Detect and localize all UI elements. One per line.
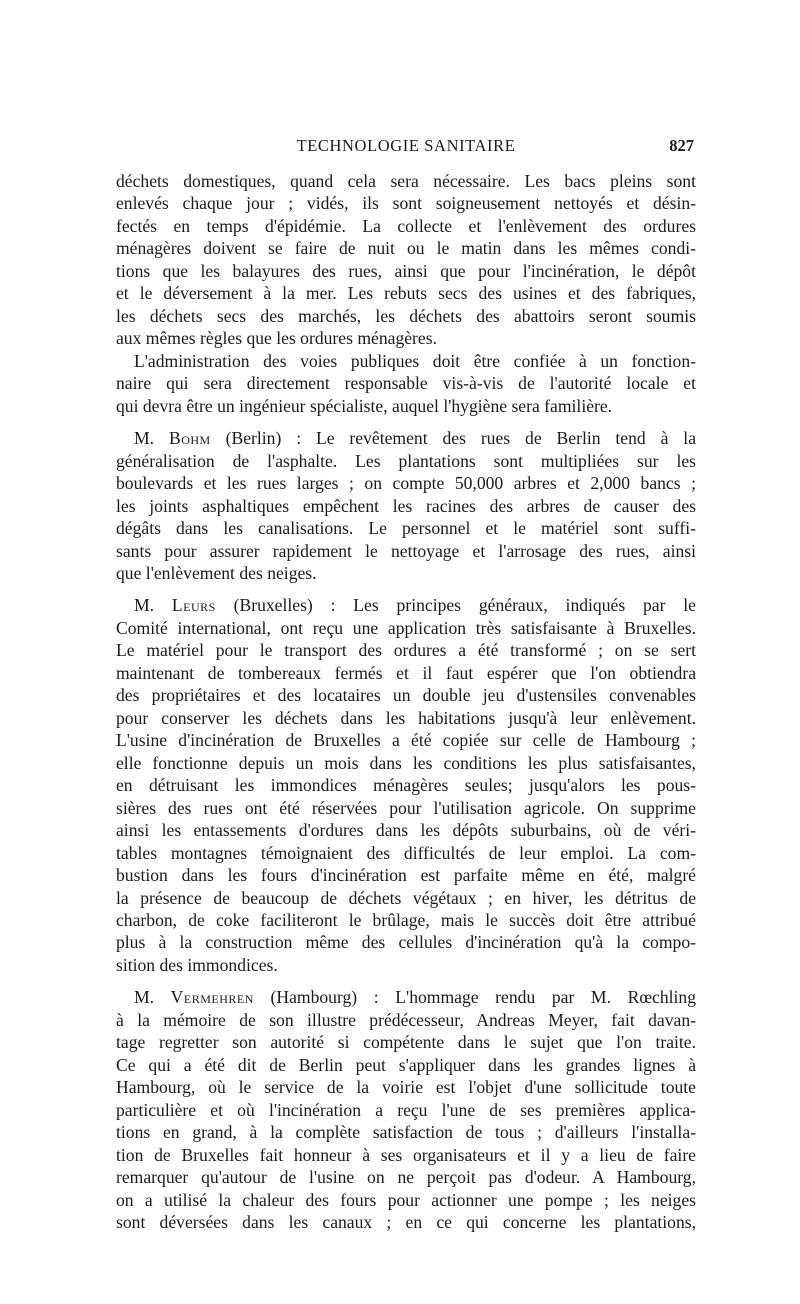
text-line: dégâts dans les canalisations. Le personnel et le matériel sont suffi-	[116, 518, 696, 539]
text-line: tion de Bruxelles fait honneur à ses organisateurs et il y a lieu de faire	[116, 1144, 696, 1165]
body-text	[116, 170, 696, 1234]
text-line: aux mêmes règles que les ordures ménagères.	[116, 328, 437, 349]
speaker-name: Leurs	[171, 595, 216, 616]
text-line: on a utilisé la chaleur des fours pour actionner une pompe ; les neiges	[116, 1189, 696, 1210]
text-line: sont déversées dans les canaux ; en ce qui concerne les plantations,	[116, 1212, 696, 1233]
text-line: tions que les balayures des rues, ainsi que pour l'incinération, le dépôt	[116, 260, 696, 281]
text-line: L'usine d'incinération de Bruxelles a été copiée sur celle de Hambourg ;	[116, 730, 696, 751]
text-line: Le matériel pour le transport des ordures a été transformé ; on se sert	[116, 640, 696, 661]
text-line: naire qui sera directement responsable vis-à-vis de l'autorité locale et	[116, 373, 696, 394]
text-line: fectés en temps d'épidémie. La collecte et l'enlèvement des ordures	[116, 215, 696, 236]
text-line: tions en grand, à la complète satisfaction de tous ; d'ailleurs l'installa-	[116, 1122, 696, 1143]
text-line: généralisation de l'asphalte. Les plantations sont multipliées sur les	[116, 450, 696, 471]
text-line: remarquer qu'autour de l'usine on ne perçoit pas d'odeur. A Hambourg,	[116, 1167, 696, 1188]
speaker-title: M.	[134, 987, 155, 1008]
text-line: en détruisant les immondices ménagères seules; jusqu'alors les pous-	[116, 775, 696, 796]
running-header	[118, 136, 694, 160]
text-line	[116, 427, 696, 449]
page-number: 827	[669, 136, 694, 155]
text-line: tage regretter son autorité si compétente dans le sujet que l'on traite.	[116, 1032, 696, 1053]
text-line: sition des immondices.	[116, 954, 278, 975]
text-line-rest: (Berlin) : Le revêtement des rues de Berlin tend à la	[225, 428, 696, 449]
paragraph	[116, 594, 696, 976]
text-line: ainsi les entassements d'ordures dans les dépôts suburbains, où de véri-	[116, 820, 696, 841]
text-line: qui devra être un ingénieur spécialiste, auquel l'hygiène sera familière.	[116, 395, 613, 416]
text-line: Comité international, ont reçu une application très satisfaisante à Bruxelles.	[116, 617, 696, 638]
text-line: sières des rues ont été réservées pour l'utilisation agricole. On supprime	[116, 797, 696, 818]
text-line: les déchets secs des marchés, les déchets des abattoirs seront soumis	[116, 305, 696, 326]
paragraph	[116, 170, 696, 350]
text-line: tables montagnes témoignaient des difficultés de leur emploi. La com-	[116, 842, 696, 863]
text-line: ménagères doivent se faire de nuit ou le matin dans les mêmes condi-	[116, 238, 696, 259]
speaker-name: Bohm	[168, 428, 211, 449]
text-line: sants pour assurer rapidement le nettoyage et l'arrosage des rues, ainsi	[116, 540, 696, 561]
text-line: elle fonctionne depuis un mois dans les conditions les plus satisfaisantes,	[116, 752, 696, 773]
paragraph	[116, 986, 696, 1233]
text-line: déchets domestiques, quand cela sera nécessaire. Les bacs pleins sont	[116, 171, 696, 191]
text-line: plus à la construction même des cellules d'incinération qu'à la compo-	[116, 932, 696, 953]
text-line: Ce qui a été dit de Berlin peut s'appliquer dans les grandes lignes à	[116, 1054, 696, 1075]
text-line-rest: (Hambourg) : L'hommage rendu par M. Rœchling	[270, 987, 697, 1008]
text-line: particulière et où l'incinération a reçu l'une de ses premières applica-	[116, 1099, 696, 1120]
paragraph	[116, 350, 696, 417]
paragraph-gap	[116, 417, 696, 427]
text-line: que l'enlèvement des neiges.	[116, 562, 317, 583]
paragraph-gap	[116, 976, 696, 986]
text-line: Hambourg, où le service de la voirie est l'objet d'une sollicitude toute	[116, 1077, 696, 1098]
text-line: à la mémoire de son illustre prédécesseur, Andreas Meyer, fait davan-	[116, 1009, 696, 1030]
text-line	[116, 986, 696, 1008]
speaker-title: M.	[134, 595, 155, 616]
text-line: enlevés chaque jour ; vidés, ils sont soigneusement nettoyés et désin-	[116, 193, 696, 214]
text-line: les joints asphaltiques empêchent les racines des arbres de causer des	[116, 495, 696, 516]
text-line-rest: (Bruxelles) : Les principes généraux, indiqués par le	[233, 595, 696, 616]
text-line	[116, 594, 696, 616]
text-line: pour conserver les déchets dans les habitations jusqu'à leur enlèvement.	[116, 707, 696, 728]
speaker-name: Vermehren	[170, 987, 254, 1008]
paragraph	[116, 427, 696, 584]
text-line: des propriétaires et des locataires un double jeu d'ustensiles convenables	[116, 685, 696, 706]
text-line: la présence de beaucoup de déchets végétaux ; en hiver, les détritus de	[116, 887, 696, 908]
text-line: boulevards et les rues larges ; on compte 50,000 arbres et 2,000 bancs ;	[116, 473, 696, 494]
text-line: charbon, de coke faciliteront le brûlage, mais le succès doit être attribué	[116, 910, 696, 930]
paragraph-gap	[116, 584, 696, 594]
text-line: bustion dans les fours d'incinération est parfaite même en été, malgré	[116, 865, 696, 886]
text-line: L'administration des voies publiques doit être confiée à un fonction-	[134, 350, 696, 371]
running-title: TECHNOLOGIE SANITAIRE	[296, 136, 516, 155]
text-line: et le déversement à la mer. Les rebuts secs des usines et des fabriques,	[116, 283, 696, 304]
speaker-title: M.	[134, 428, 155, 449]
text-line: maintenant de tombereaux fermés et il faut espérer que l'on obtiendra	[116, 662, 696, 683]
